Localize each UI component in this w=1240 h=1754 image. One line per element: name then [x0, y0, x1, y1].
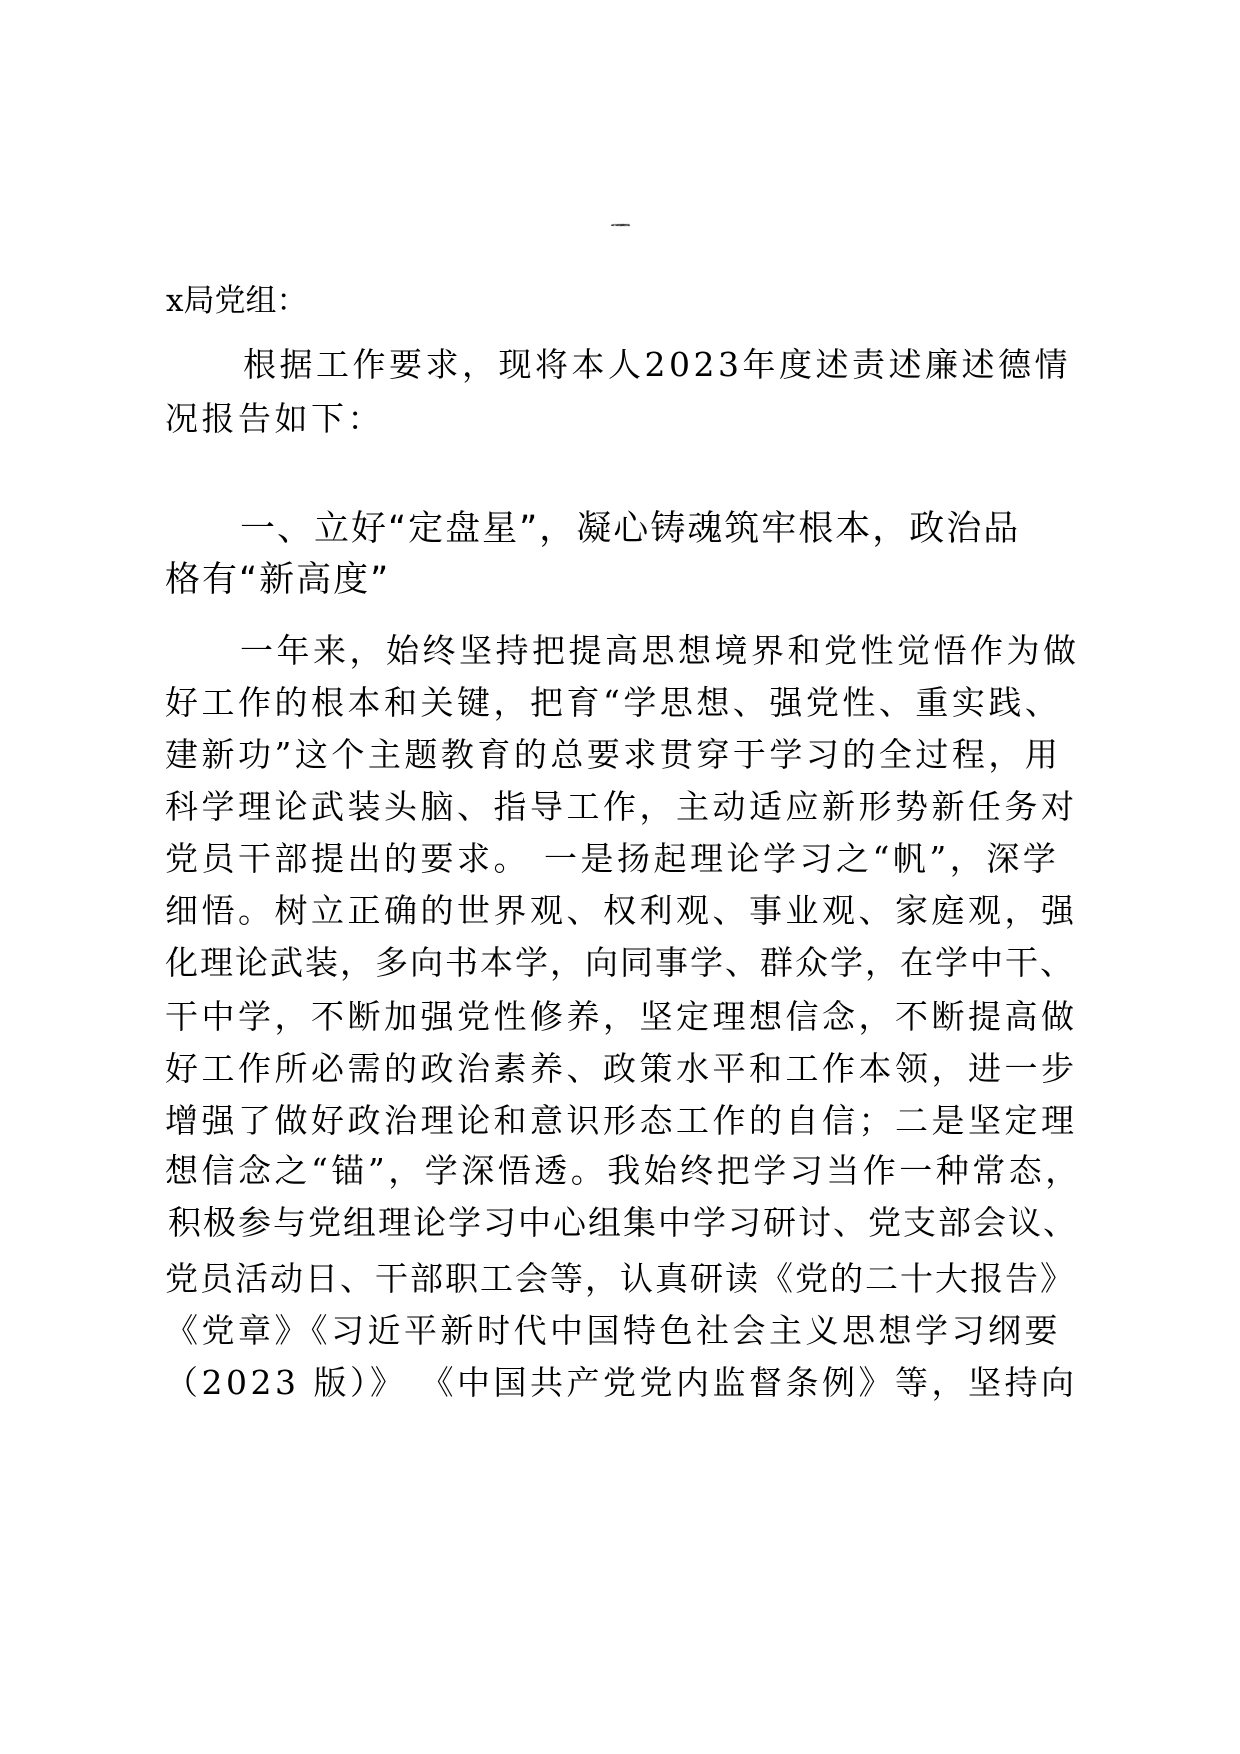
intro-line: 根据工作要求，现将本人2023年度述责述廉述德情: [243, 345, 1071, 384]
body-line: 《党章》《习近平新时代中国特色社会主义思想学习纲要: [165, 1311, 1061, 1350]
body-line: 建新功”这个主题教育的总要求贯穿于学习的全过程，用: [165, 735, 1062, 774]
body-line: 细悟。树立正确的世界观、权利观、事业观、家庭观，强: [165, 891, 1078, 930]
section-heading-line: 一、立好“定盘星”，凝心铸魂筑牢根本，政治品: [240, 509, 1021, 549]
document-title: 2023年个人述职述责述廉述德报告范文篇1: [611, 225, 629, 227]
body-line: 好工作的根本和关键，把育“学思想、强党性、重实践、: [165, 683, 1062, 722]
body-line: （2023 版）》 《中国共产党党内监督条例》等，坚持向: [165, 1363, 1078, 1402]
body-line: 党员活动日、干部职工会等，认真研读《党的二十大报告》: [165, 1259, 1075, 1298]
intro-line: 况报告如下：: [165, 399, 384, 438]
body-line: 科学理论武装头脑、指导工作，主动适应新形势新任务对: [165, 787, 1078, 826]
body-line: 好工作所必需的政治素养、政策水平和工作本领，进一步: [165, 1049, 1078, 1088]
body-line: 化理论武装，多向书本学，向同事学、群众学，在学中干、: [165, 943, 1075, 982]
salutation: x局党组：: [166, 283, 308, 319]
section-heading-line: 格有“新高度”: [165, 560, 391, 600]
body-line: 一年来，始终坚持把提高思想境界和党性觉悟作为做: [240, 631, 1080, 670]
body-line: 积极参与党组理论学习中心组集中学习研讨、党支部会议、: [168, 1203, 1078, 1242]
body-line: 想信念之“锚”，学深悟透。我始终把学习当作一种常态，: [165, 1151, 1082, 1190]
body-line: 党员干部提出的要求。 一是扬起理论学习之“帆”，深学: [165, 839, 1060, 878]
body-line: 增强了做好政治理论和意识形态工作的自信；二是坚定理: [165, 1101, 1078, 1140]
body-line: 干中学，不断加强党性修养，坚定理想信念，不断提高做: [165, 997, 1078, 1036]
